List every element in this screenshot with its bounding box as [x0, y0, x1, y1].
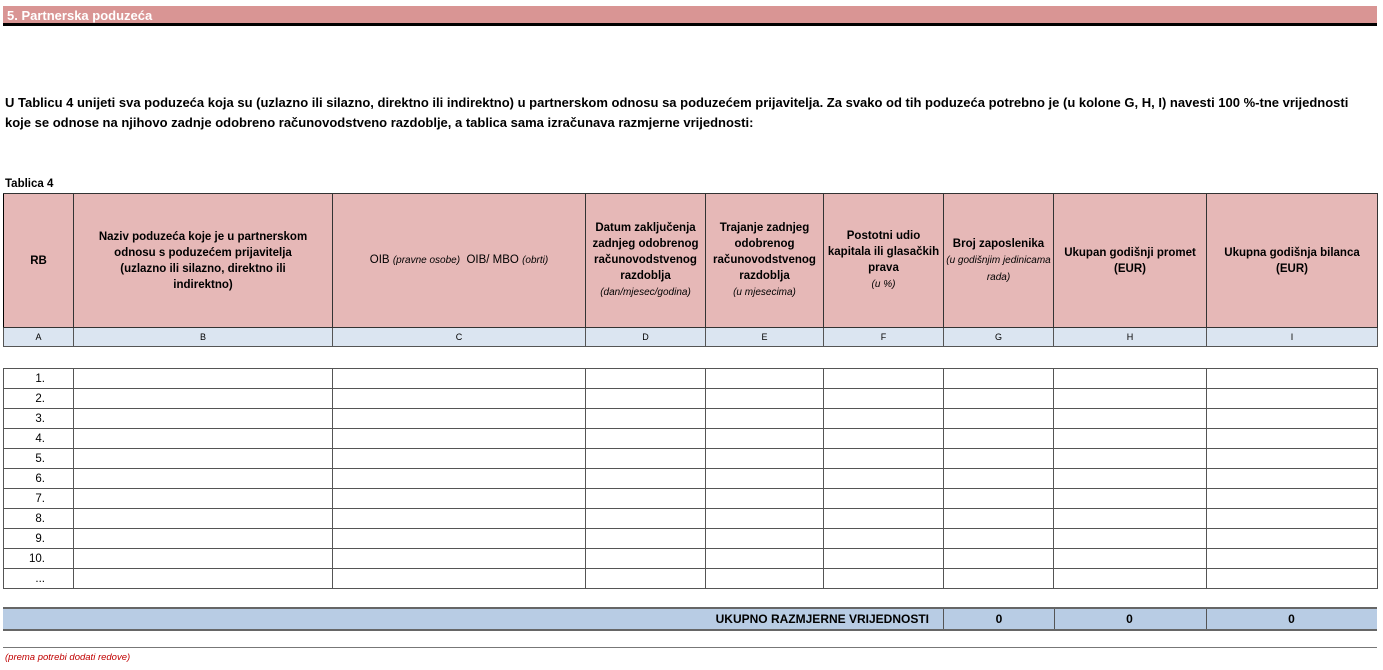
cell-e[interactable] [706, 369, 824, 389]
partner-table [3, 193, 1378, 347]
cell-d[interactable] [586, 529, 706, 549]
cell-b[interactable] [74, 509, 333, 529]
cell-f[interactable] [824, 489, 944, 509]
cell-i[interactable] [1207, 409, 1378, 429]
table-row [4, 509, 1378, 529]
cell-h[interactable] [1054, 529, 1207, 549]
cell-h[interactable] [1054, 369, 1207, 389]
cell-h[interactable] [1054, 449, 1207, 469]
col-letter: D [586, 328, 706, 347]
col-letter: F [824, 328, 944, 347]
cell-b[interactable] [74, 409, 333, 429]
cell-b[interactable] [74, 429, 333, 449]
cell-d[interactable] [586, 549, 706, 569]
cell-c[interactable] [333, 469, 586, 489]
cell-f[interactable] [824, 529, 944, 549]
cell-g[interactable] [944, 369, 1054, 389]
row-number: 6. [4, 469, 74, 489]
cell-f[interactable] [824, 429, 944, 449]
header-duration: Trajanje zadnjeg odobrenog računovodstvenog razdoblja (u mjesecima) [706, 194, 824, 328]
col-letter: H [1054, 328, 1207, 347]
cell-c[interactable] [333, 529, 586, 549]
cell-e[interactable] [706, 429, 824, 449]
header-turnover: Ukupan godišnji promet (EUR) [1054, 194, 1207, 328]
cell-c[interactable] [333, 489, 586, 509]
col-letter: B [74, 328, 333, 347]
cell-d[interactable] [586, 409, 706, 429]
cell-h[interactable] [1054, 429, 1207, 449]
cell-b[interactable] [74, 569, 333, 589]
cell-d[interactable] [586, 429, 706, 449]
cell-e[interactable] [706, 569, 824, 589]
table-label: Tablica 4 [5, 178, 54, 190]
cell-b[interactable] [74, 369, 333, 389]
cell-d[interactable] [586, 509, 706, 529]
header-employees: Broj zaposlenika (u godišnjim jedinicama rada) [944, 194, 1054, 328]
table-row [4, 389, 1378, 409]
header-row [4, 194, 1378, 328]
total-turnover: 0 [1053, 609, 1207, 629]
cell-d[interactable] [586, 469, 706, 489]
cell-i[interactable] [1207, 509, 1378, 529]
cell-c[interactable] [333, 509, 586, 529]
cell-h[interactable] [1054, 389, 1207, 409]
cell-h[interactable] [1054, 569, 1207, 589]
cell-c[interactable] [333, 569, 586, 589]
header-balance: Ukupna godišnja bilanca (EUR) [1207, 194, 1378, 328]
cell-g[interactable] [944, 529, 1054, 549]
total-row [3, 607, 1377, 631]
cell-e[interactable] [706, 529, 824, 549]
table-row [4, 469, 1378, 489]
table-row [4, 569, 1378, 589]
cell-f[interactable] [824, 389, 944, 409]
row-number: 3. [4, 409, 74, 429]
cell-f[interactable] [824, 409, 944, 429]
cell-h[interactable] [1054, 549, 1207, 569]
cell-g[interactable] [944, 409, 1054, 429]
cell-c[interactable] [333, 429, 586, 449]
cell-h[interactable] [1054, 489, 1207, 509]
cell-e[interactable] [706, 469, 824, 489]
cell-d[interactable] [586, 569, 706, 589]
cell-g[interactable] [944, 549, 1054, 569]
table-row [4, 489, 1378, 509]
table-row [4, 449, 1378, 469]
cell-b[interactable] [74, 389, 333, 409]
cell-b[interactable] [74, 529, 333, 549]
cell-h[interactable] [1054, 509, 1207, 529]
cell-f[interactable] [824, 369, 944, 389]
table-row [4, 369, 1378, 389]
cell-e[interactable] [706, 549, 824, 569]
cell-e[interactable] [706, 449, 824, 469]
cell-g[interactable] [944, 569, 1054, 589]
table-row [4, 409, 1378, 429]
row-number: 10. [4, 549, 74, 569]
cell-i[interactable] [1207, 569, 1378, 589]
cell-d[interactable] [586, 369, 706, 389]
cell-f[interactable] [824, 569, 944, 589]
cell-i[interactable] [1207, 429, 1378, 449]
cell-i[interactable] [1207, 529, 1378, 549]
cell-h[interactable] [1054, 409, 1207, 429]
row-number: 9. [4, 529, 74, 549]
data-rows [3, 368, 1378, 589]
cell-f[interactable] [824, 449, 944, 469]
table-row [4, 549, 1378, 569]
cell-b[interactable] [74, 449, 333, 469]
row-number: 1. [4, 369, 74, 389]
table-row [4, 529, 1378, 549]
cell-d[interactable] [586, 449, 706, 469]
row-number: 2. [4, 389, 74, 409]
cell-b[interactable] [74, 489, 333, 509]
cell-c[interactable] [333, 449, 586, 469]
section-title: 5. Partnerska poduzeća [3, 6, 1377, 26]
header-rb: RB [4, 194, 74, 328]
cell-d[interactable] [586, 489, 706, 509]
col-letter: I [1207, 328, 1378, 347]
table-row [4, 429, 1378, 449]
cell-e[interactable] [706, 409, 824, 429]
intro-text: U Tablicu 4 unijeti sva poduzeća koja su (uzlazno ili silazno, direktno ili indirektno) u partnerskom odnosu sa poduzećem prijavitelja. Za svako od tih poduzeća potrebno je (u kolone G, H, I) navesti 100 %-tne vrijednosti koje se odnose na njihovo zadnje odobreno računovodstveno razdoblje, a tablica sama izračunava razmjerne vrijednosti: [5, 95, 1349, 130]
cell-i[interactable] [1207, 389, 1378, 409]
cell-e[interactable] [706, 509, 824, 529]
total-label: UKUPNO RAZMJERNE VRIJEDNOSTI [715, 612, 929, 626]
col-letter: E [706, 328, 824, 347]
cell-e[interactable] [706, 389, 824, 409]
cell-c[interactable] [333, 369, 586, 389]
cell-f[interactable] [824, 509, 944, 529]
header-date: Datum zaključenja zadnjeg odobrenog računovodstvenog razdoblja (dan/mjesec/godina) [586, 194, 706, 328]
cell-g[interactable] [944, 389, 1054, 409]
cell-h[interactable] [1054, 469, 1207, 489]
cell-i[interactable] [1207, 469, 1378, 489]
cell-g[interactable] [944, 509, 1054, 529]
cell-f[interactable] [824, 549, 944, 569]
cell-b[interactable] [74, 549, 333, 569]
cell-f[interactable] [824, 469, 944, 489]
cell-g[interactable] [944, 469, 1054, 489]
divider [3, 647, 1377, 648]
header-share: Postotni udio kapitala ili glasačkih prava (u %) [824, 194, 944, 328]
cell-d[interactable] [586, 389, 706, 409]
col-letter: G [944, 328, 1054, 347]
header-oib: OIB (pravne osobe) OIB/ MBO (obrti) [333, 194, 586, 328]
row-number: 5. [4, 449, 74, 469]
cell-g[interactable] [944, 489, 1054, 509]
cell-b[interactable] [74, 469, 333, 489]
cell-c[interactable] [333, 389, 586, 409]
add-rows-note: (prema potrebi dodati redove) [5, 652, 131, 663]
col-letter: A [4, 328, 74, 347]
row-number: ... [4, 569, 74, 589]
letter-row [4, 328, 1378, 347]
header-name: Naziv poduzeća koje je u partnerskom odnosu s poduzećem prijavitelja (uzlazno ili silazno, direktno ili indirektno) [74, 194, 333, 328]
cell-i[interactable] [1207, 369, 1378, 389]
cell-c[interactable] [333, 549, 586, 569]
col-letter: C [333, 328, 586, 347]
cell-g[interactable] [944, 429, 1054, 449]
cell-i[interactable] [1207, 549, 1378, 569]
cell-i[interactable] [1207, 449, 1378, 469]
cell-g[interactable] [944, 449, 1054, 469]
cell-c[interactable] [333, 409, 586, 429]
cell-e[interactable] [706, 489, 824, 509]
total-balance: 0 [1288, 612, 1295, 626]
total-employees: 0 [943, 609, 1055, 629]
cell-i[interactable] [1207, 489, 1378, 509]
row-number: 7. [4, 489, 74, 509]
row-number: 4. [4, 429, 74, 449]
row-number: 8. [4, 509, 74, 529]
